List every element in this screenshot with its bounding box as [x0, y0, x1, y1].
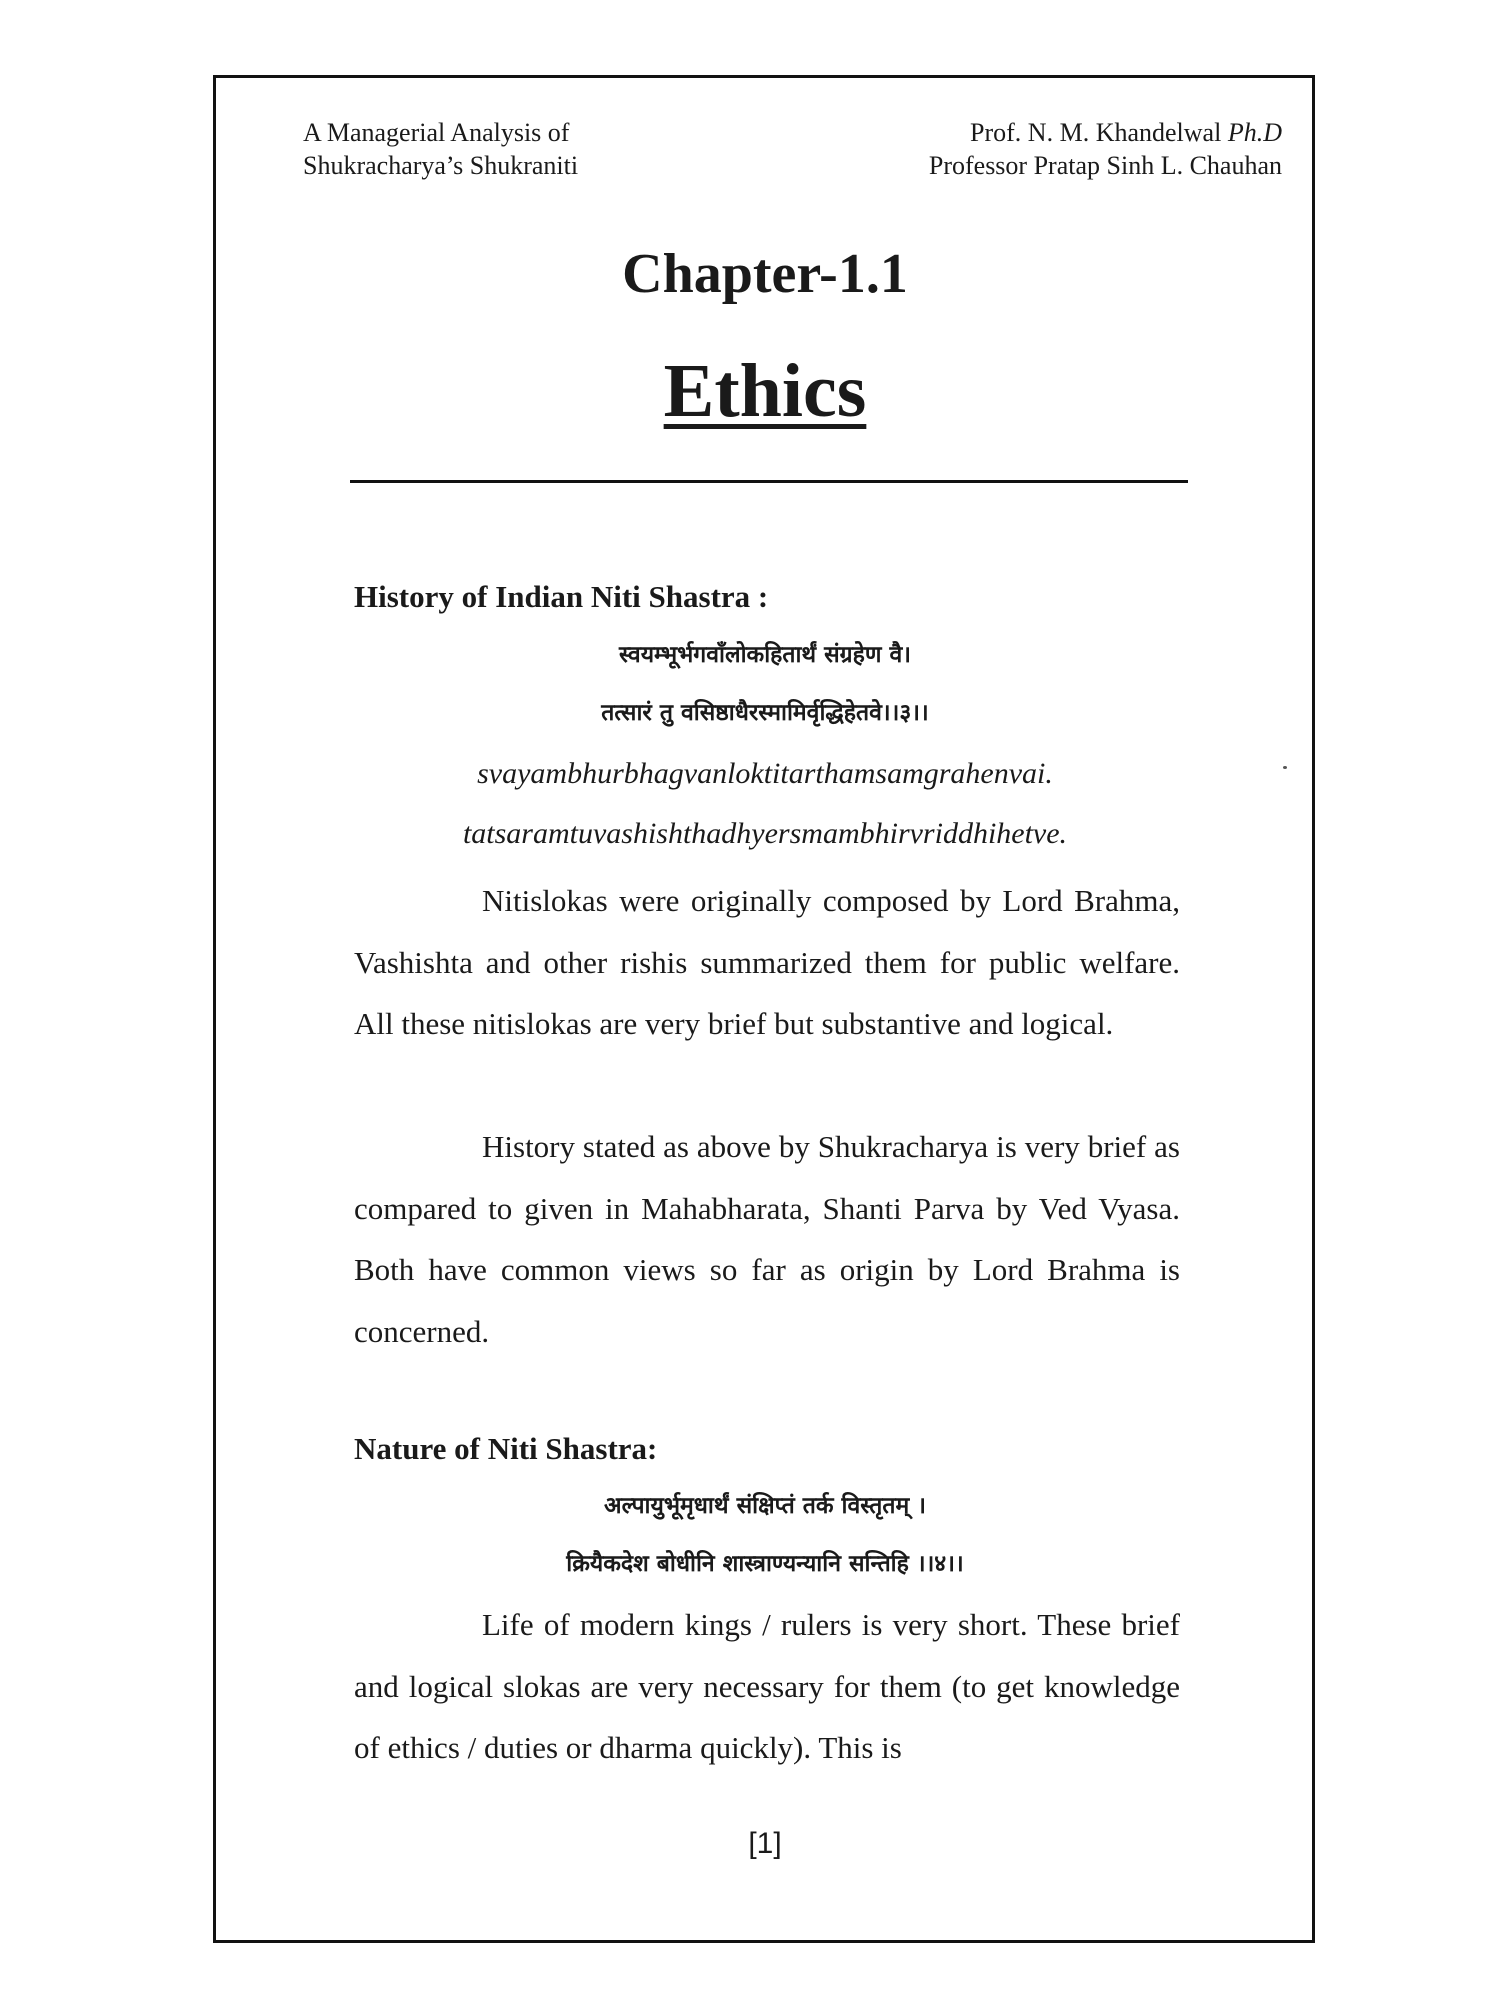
author-1-name: Prof. N. M. Khandelwal: [970, 118, 1222, 147]
author-2: Professor Pratap Sinh L. Chauhan: [928, 151, 1282, 180]
transliteration-line1: svayambhurbhagvanloktitarthamsamgrahenvai.: [477, 757, 1053, 790]
chapter-title: Ethics: [663, 349, 867, 433]
book-title-line2: Shukracharya’s Shukraniti: [303, 151, 579, 180]
sanskrit-verse-3-line2: तत्सारं तु वसिष्ठाधैरस्मामिर्वृद्धिहेतवे।।३।।: [601, 700, 929, 726]
book-title-line1: A Managerial Analysis of: [303, 118, 570, 147]
section-heading-nature: Nature of Niti Shastra:: [354, 1431, 658, 1466]
scan-speck: [1283, 766, 1287, 769]
author-1-degree: Ph.D: [1227, 118, 1282, 147]
authors-header: [929, 116, 1282, 182]
sanskrit-verse-3-line1: स्वयम्भूर्भगवाँलोकहितार्थं संग्रहेण वै।: [618, 642, 912, 668]
paragraph-modern-kings: Life of modern kings / rulers is very short. These brief and logical slokas are very necessary for them (to get knowledge of ethics / duties or dharma quickly). This is: [354, 1607, 1180, 1765]
sanskrit-verse-4-line2: क्रियैकदेश बोधीनि शास्त्राण्यन्यानि सन्तिहि ।।४।।: [566, 1551, 964, 1577]
section-heading-history: History of Indian Niti Shastra :: [354, 579, 769, 614]
sanskrit-verse-4-line1: अल्पायुर्भूमृधार्थं संक्षिप्तं तर्क विस्तृतम् ।: [604, 1493, 926, 1519]
transliteration-line2: tatsaramtuvashishthadhyersmambhirvriddhihetve.: [462, 817, 1068, 850]
page-number: [1]: [748, 1827, 782, 1860]
chapter-number: Chapter-1.1: [622, 243, 908, 305]
paragraph-history: History stated as above by Shukracharya is very brief as compared to given in Mahabharata, Shanti Parva by Ved Vyasa. Both have common views so far as origin by Lord Brahma is concerned.: [354, 1129, 1180, 1349]
author-1: [929, 116, 1282, 149]
title-divider: [350, 480, 1188, 483]
paragraph-nitislokas: Nitislokas were originally composed by Lord Brahma, Vashishta and other rishis summarized them for public welfare. All these nitislokas are very brief but substantive and logical.: [354, 883, 1180, 1041]
book-title-header: [303, 116, 578, 182]
